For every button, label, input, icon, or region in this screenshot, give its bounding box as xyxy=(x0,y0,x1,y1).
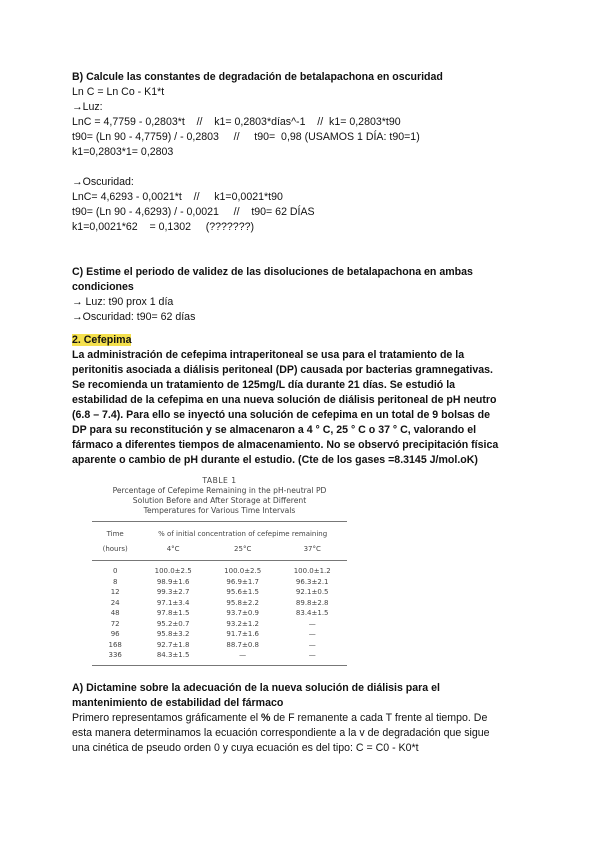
section-2-title-text: 2. Cefepima xyxy=(72,334,132,346)
body-text: Primero representamos gráficamente el xyxy=(72,711,262,724)
table-cell: 12 xyxy=(110,588,120,596)
table-cell: 24 xyxy=(110,598,120,607)
group-header: % of initial concentration of cefepime remaining xyxy=(138,522,347,543)
table-cell: 72 xyxy=(110,619,120,628)
percent-symbol: % xyxy=(261,711,271,724)
table-cell: 96.9±1.7 xyxy=(226,577,259,586)
table-cell: 95.6±1.5 xyxy=(226,588,259,596)
table-cell: 95.8±2.2 xyxy=(226,598,259,607)
section-a-heading-2: mantenimiento de estabilidad del fármaco xyxy=(72,696,284,709)
time-unit-header: (hours) xyxy=(92,542,138,561)
table-label: TABLE 1 xyxy=(202,476,237,485)
table-cell: — xyxy=(277,650,347,665)
table-cell: 83.4±1.5 xyxy=(295,609,329,617)
section-c-oscuridad: →Oscuridad: t90= 62 días xyxy=(72,311,196,323)
table-cell: — xyxy=(308,619,316,628)
table-caption-line: Percentage of Cefepime Remaining in the pH-neutral PD xyxy=(112,486,327,495)
luz-k1: k1=0,2803*1= 0,2803 xyxy=(72,146,174,158)
table-cell: 336 xyxy=(92,650,138,665)
table-caption-line: Temperatures for Various Time Intervals xyxy=(143,506,296,515)
table-cell: 100.0±1.2 xyxy=(293,567,331,575)
cefepime-table xyxy=(92,521,347,666)
luz-t90: t90= (Ln 90 - 4,7759) / - 0,2803 // t90= 0,98 (USAMOS 1 DÍA: t90=1) xyxy=(72,131,420,143)
section-a-body-3: una cinética de pseudo orden 0 y cuya ecuación es del tipo: C = C0 - K0*t xyxy=(72,741,419,754)
oscuridad-k1: k1=0,0021*62 = 0,1302 (???????) xyxy=(72,221,255,233)
table-cell: 92.1±0.5 xyxy=(295,588,329,596)
table-cell: 99.3±2.7 xyxy=(156,588,190,596)
table-cell: — xyxy=(308,640,316,649)
table-body xyxy=(92,561,347,666)
section-a-body-2: esta manera determinamos la ecuación correspondiente a la v de degradación que sigue xyxy=(72,726,490,739)
oscuridad-equation: LnC= 4,6293 - 0,0021*t // k1=0,0021*t90 xyxy=(72,191,283,203)
body-text: de F remanente a cada T frente al tiempo. De xyxy=(270,711,488,724)
para-line: (6.8 – 7.4). Para ello se inyectó una solución de cefepima en un total de 9 bolsas de xyxy=(72,409,490,421)
temp-header-37c: 37°C xyxy=(277,542,347,561)
table-row xyxy=(92,629,347,640)
table-cell: 97.8±1.5 xyxy=(156,609,190,617)
luz-label: →Luz: xyxy=(72,101,103,113)
table-cell: 93.2±1.2 xyxy=(226,619,259,628)
para-line: estabilidad de la cefepima en una nueva solución de diálisis peritoneal de pH neutro xyxy=(72,394,497,406)
table-row xyxy=(92,608,347,619)
table-cell: 96.3±2.1 xyxy=(295,577,329,586)
para-line: fármaco a diferentes tiempos de almacenamiento. No se observó precipitación física xyxy=(72,439,499,451)
table-row xyxy=(92,561,347,577)
para-line: DP para su reconstitución y se almacenaron a 4 ° C, 25 ° C o 37 ° C, valorando el xyxy=(72,424,477,436)
table-row xyxy=(92,650,347,665)
table-cell: 168 xyxy=(108,640,122,649)
table-cell: 89.8±2.8 xyxy=(295,598,329,607)
table-caption-line: Solution Before and After Storage at Different xyxy=(132,496,307,505)
table-cell: 84.3±1.5 xyxy=(138,650,208,665)
table-cell: 8 xyxy=(112,577,118,586)
section-a-heading-1: A) Dictamine sobre la adecuación de la nueva solución de diálisis para el xyxy=(72,681,440,694)
para-line: La administración de cefepima intraperitoneal se usa para el tratamiento de la xyxy=(72,349,465,361)
table-row xyxy=(92,619,347,630)
para-line: peritonitis asociada a diálisis peritoneal (DP) causada por bacterias gramnegativas. xyxy=(72,364,493,376)
cefepime-table-figure xyxy=(92,476,347,666)
table-row xyxy=(92,640,347,651)
table-cell: — xyxy=(208,650,278,665)
table-cell: 95.2±0.7 xyxy=(156,619,190,628)
table-cell: 93.7±0.9 xyxy=(226,609,259,617)
table-cell: 97.1±3.4 xyxy=(156,598,190,607)
section-c-luz: → Luz: t90 prox 1 día xyxy=(72,296,174,308)
time-header: Time xyxy=(92,522,138,543)
para-line: aparente o cambio de pH durante el estudio. (Cte de los gases =8.3145 J/mol.oK) xyxy=(72,454,478,466)
table-cell: 96 xyxy=(110,630,120,638)
table-cell: 100.0±2.5 xyxy=(154,567,192,575)
section-2-title xyxy=(72,333,532,348)
table-cell: 48 xyxy=(110,609,120,617)
section-2-paragraph xyxy=(72,348,532,468)
table-cell: 88.7±0.8 xyxy=(226,640,259,649)
table-cell: 95.8±3.2 xyxy=(156,630,190,638)
table-row xyxy=(92,577,347,588)
formula-line: Ln C = Ln Co - K1*t xyxy=(72,86,165,98)
table-cell: 0 xyxy=(112,567,118,575)
section-a-body-1 xyxy=(72,711,532,726)
temp-header-25c: 25°C xyxy=(208,542,278,561)
oscuridad-label: →Oscuridad: xyxy=(72,176,134,188)
section-b-heading: B) Calcule las constantes de degradación de betalapachona en oscuridad xyxy=(72,71,443,83)
table-cell: 98.9±1.6 xyxy=(156,577,190,586)
table-caption xyxy=(92,476,347,516)
table-cell: — xyxy=(308,630,316,638)
table-cell: 92.7±1.8 xyxy=(156,640,190,649)
table-cell: 91.7±1.6 xyxy=(226,630,259,638)
section-c-heading-1: C) Estime el periodo de validez de las disoluciones de betalapachona en ambas xyxy=(72,266,473,278)
oscuridad-t90: t90= (Ln 90 - 4,6293) / - 0,0021 // t90= 62 DÍAS xyxy=(72,206,315,218)
table-row xyxy=(92,598,347,609)
section-c-heading-2: condiciones xyxy=(72,281,134,293)
table-row xyxy=(92,587,347,598)
document-page xyxy=(72,70,532,756)
luz-equation: LnC = 4,7759 - 0,2803*t // k1= 0,2803*días^-1 // k1= 0,2803*t90 xyxy=(72,116,401,128)
table-cell: 100.0±2.5 xyxy=(224,567,262,575)
temp-header-4c: 4°C xyxy=(138,542,208,561)
para-line: Se recomienda un tratamiento de 125mg/L día durante 21 días. Se estudió la xyxy=(72,379,456,391)
